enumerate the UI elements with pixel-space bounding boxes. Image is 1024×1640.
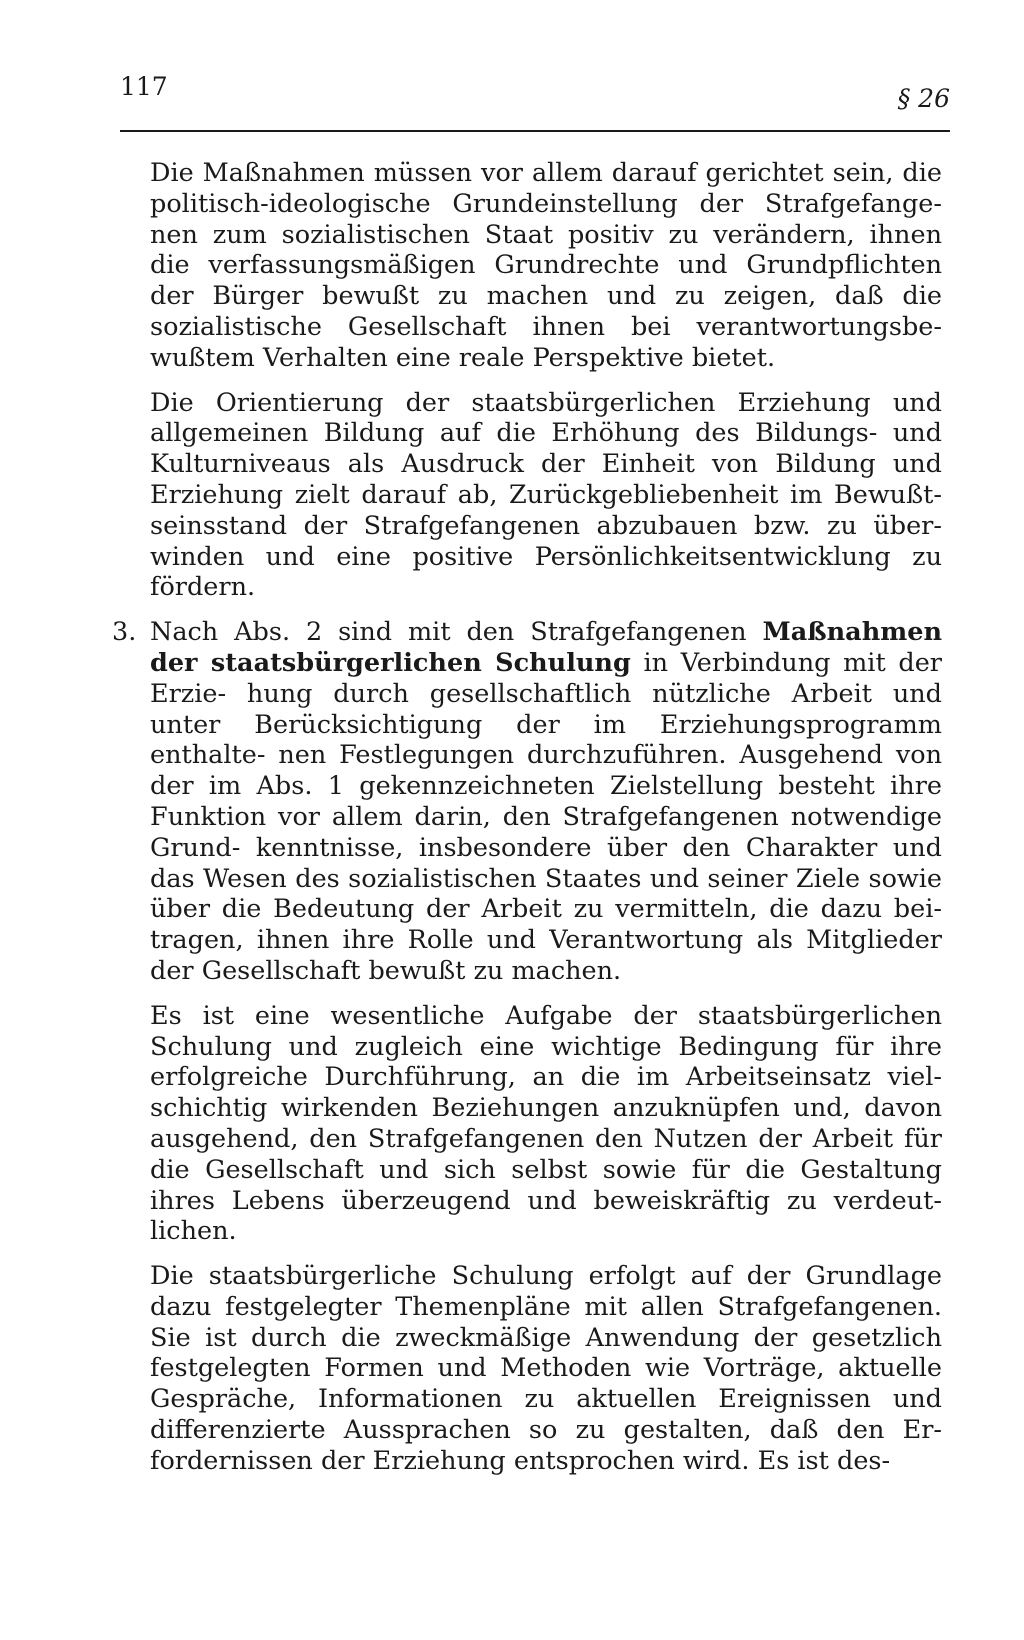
paragraph-orientation: Die Orientierung der staatsbürgerlichen Erziehung und allgemeinen Bildung auf die Erhöhung des Bildungs- und Kulturniveaus als Ausdruck der Einheit von Bildung und Erziehung zielt darauf ab, Zurückgebliebenheit im Bewußt- seinsstand der Strafgefangenen abzubauen bzw. zu über- winden und eine positive Persönlichkeitsentwicklung zu fördern.: [150, 387, 942, 603]
item-3-text-rest: in Verbindung mit der Erzie- hung durch gesellschaftlich nützliche Arbeit und unter Berücksichtigung der im Erziehungsprogramm enthalte- nen Festlegungen durchzuführen. Ausgehend von der im Abs. 1 gekennzeichneten Zielstellung besteht ihre Funktion vor allem darin, den Strafgefangenen notwendige Grund- kenntnisse, insbesondere über den Charakter und das Wesen des sozialistischen Staates und seiner Ziele sowie über die Bedeutung der Arbeit zu vermitteln, die dazu bei- tragen, ihnen ihre Rolle und Verantwortung als Mitglieder der Gesellschaft bewußt zu machen.: [150, 647, 942, 986]
paragraph-measures: Die Maßnahmen müssen vor allem darauf gerichtet sein, die politisch-ideologische Grundeinstellung der Strafgefange- nen zum sozialistischen Staat positiv zu verändern, ihnen die verfassungsmäßigen Grundrechte und Grundpflichten der Bürger bewußt zu machen und zu zeigen, daß die sozialistische Gesellschaft ihnen bei verantwortungsbe- wußtem Verhalten eine reale Perspektive bietet.: [150, 158, 942, 373]
paragraph-schooling: Die staatsbürgerliche Schulung erfolgt auf der Grundlage dazu festgelegter Themenpläne mit allen Strafgefangenen. Sie ist durch die zweckmäßige Anwendung der gesetzlich festgelegten Formen und Methoden wie Vorträge, aktuelle Gespräche, Informationen zu aktuellen Ereignissen und differenzierte Aussprachen so zu gestalten, daß den Er- fordernissen der Erziehung entsprochen wird. Es ist des-: [150, 1261, 942, 1476]
paragraph-item-3: [112, 617, 942, 987]
item-3-text-start: Nach Abs. 2 sind mit den Strafgefangenen: [150, 617, 763, 648]
section-reference: § 26: [897, 84, 950, 113]
body-text: [112, 158, 942, 1491]
page-header: [120, 72, 950, 132]
paragraph-task: Es ist eine wesentliche Aufgabe der staatsbürgerlichen Schulung und zugleich eine wichtige Bedingung für ihre erfolgreiche Durchführung, an die im Arbeitseinsatz viel- schichtig wirkenden Beziehungen anzuknüpfen und, davon ausgehend, den Strafgefangenen den Nutzen der Arbeit für die Gesellschaft und sich selbst sowie für die Gestaltung ihres Lebens überzeugend und beweiskräftig zu verdeut- lichen.: [150, 1000, 942, 1247]
page-number: 117: [120, 72, 168, 101]
item-3-bold-term: Maßnahmen der staatsbürgerlichen Schulung: [150, 617, 942, 678]
item-number: 3.: [112, 617, 137, 648]
